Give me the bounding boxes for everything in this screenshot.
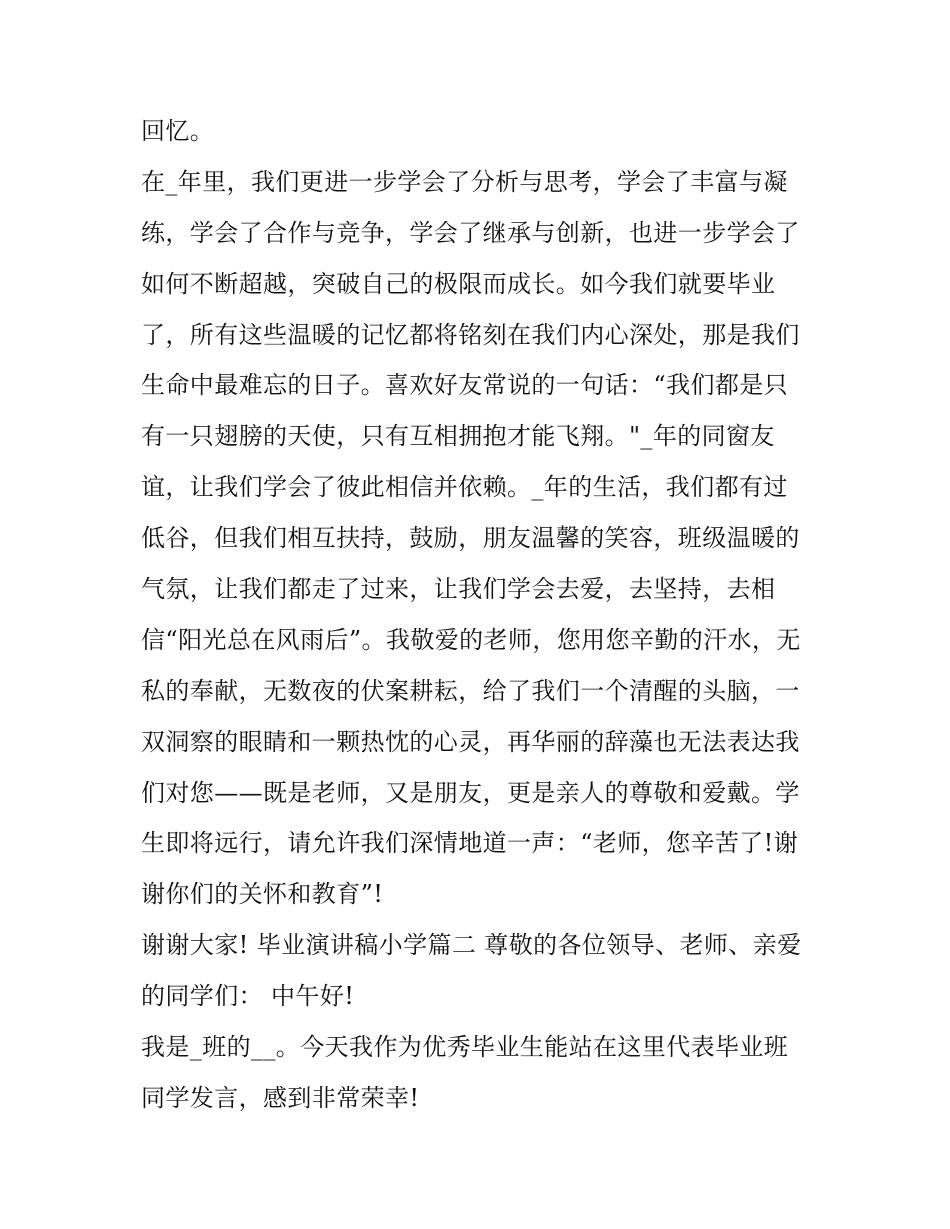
text-line: 双洞察的眼睛和一颗热忱的心灵，再华丽的辞藻也无法表达我	[141, 727, 800, 756]
text-line: 练，学会了合作与竞争，学会了继承与创新，也进一步学会了	[141, 218, 800, 247]
document-body	[141, 106, 816, 1124]
text-line: 同学发言，感到非常荣幸!	[141, 1083, 420, 1112]
text-line: 如何不断超越，突破自己的极限而成长。如今我们就要毕业	[141, 269, 776, 298]
text-line: 的同学们： 中午好!	[141, 982, 355, 1011]
text-line: 气氛，让我们都走了过来，让我们学会去爱，去坚持，去相	[141, 575, 776, 604]
text-line: 信“阳光总在风雨后”。我敬爱的老师，您用您辛勤的汗水，无	[141, 625, 801, 654]
text-line: 回忆。	[141, 117, 215, 145]
text-line: 生即将远行，请允许我们深情地道一声：“老师，您辛苦了!谢	[141, 829, 799, 858]
text-line: 在_年里，我们更进一步学会了分析与思考，学会了丰富与凝	[141, 167, 788, 196]
text-line: 私的奉献，无数夜的伏案耕耘，给了我们一个清醒的头脑，一	[141, 676, 800, 705]
text-line: 谊，让我们学会了彼此相信并依赖。_年的生活，我们都有过	[141, 473, 788, 502]
text-line: 我是_班的__。今天我作为优秀毕业生能站在这里代表毕业班	[141, 1033, 789, 1062]
text-line: 低谷，但我们相互扶持，鼓励，朋友温馨的笑容，班级温暖的	[141, 524, 800, 553]
text-line: 有一只翅膀的天使，只有互相拥抱才能飞翔。"_年的同窗友	[141, 422, 775, 451]
text-line: 谢你们的关怀和教育”!	[141, 880, 384, 909]
text-line: 们对您——既是老师，又是朋友，更是亲人的尊敬和爱戴。学	[141, 778, 800, 807]
text-line: 生命中最难忘的日子。喜欢好友常说的一句话：“我们都是只	[141, 371, 789, 400]
text-line: 谢谢大家! 毕业演讲稿小学篇二 尊敬的各位领导、老师、亲爱	[141, 931, 802, 960]
text-line: 了，所有这些温暖的记忆都将铭刻在我们内心深处，那是我们	[141, 320, 800, 349]
